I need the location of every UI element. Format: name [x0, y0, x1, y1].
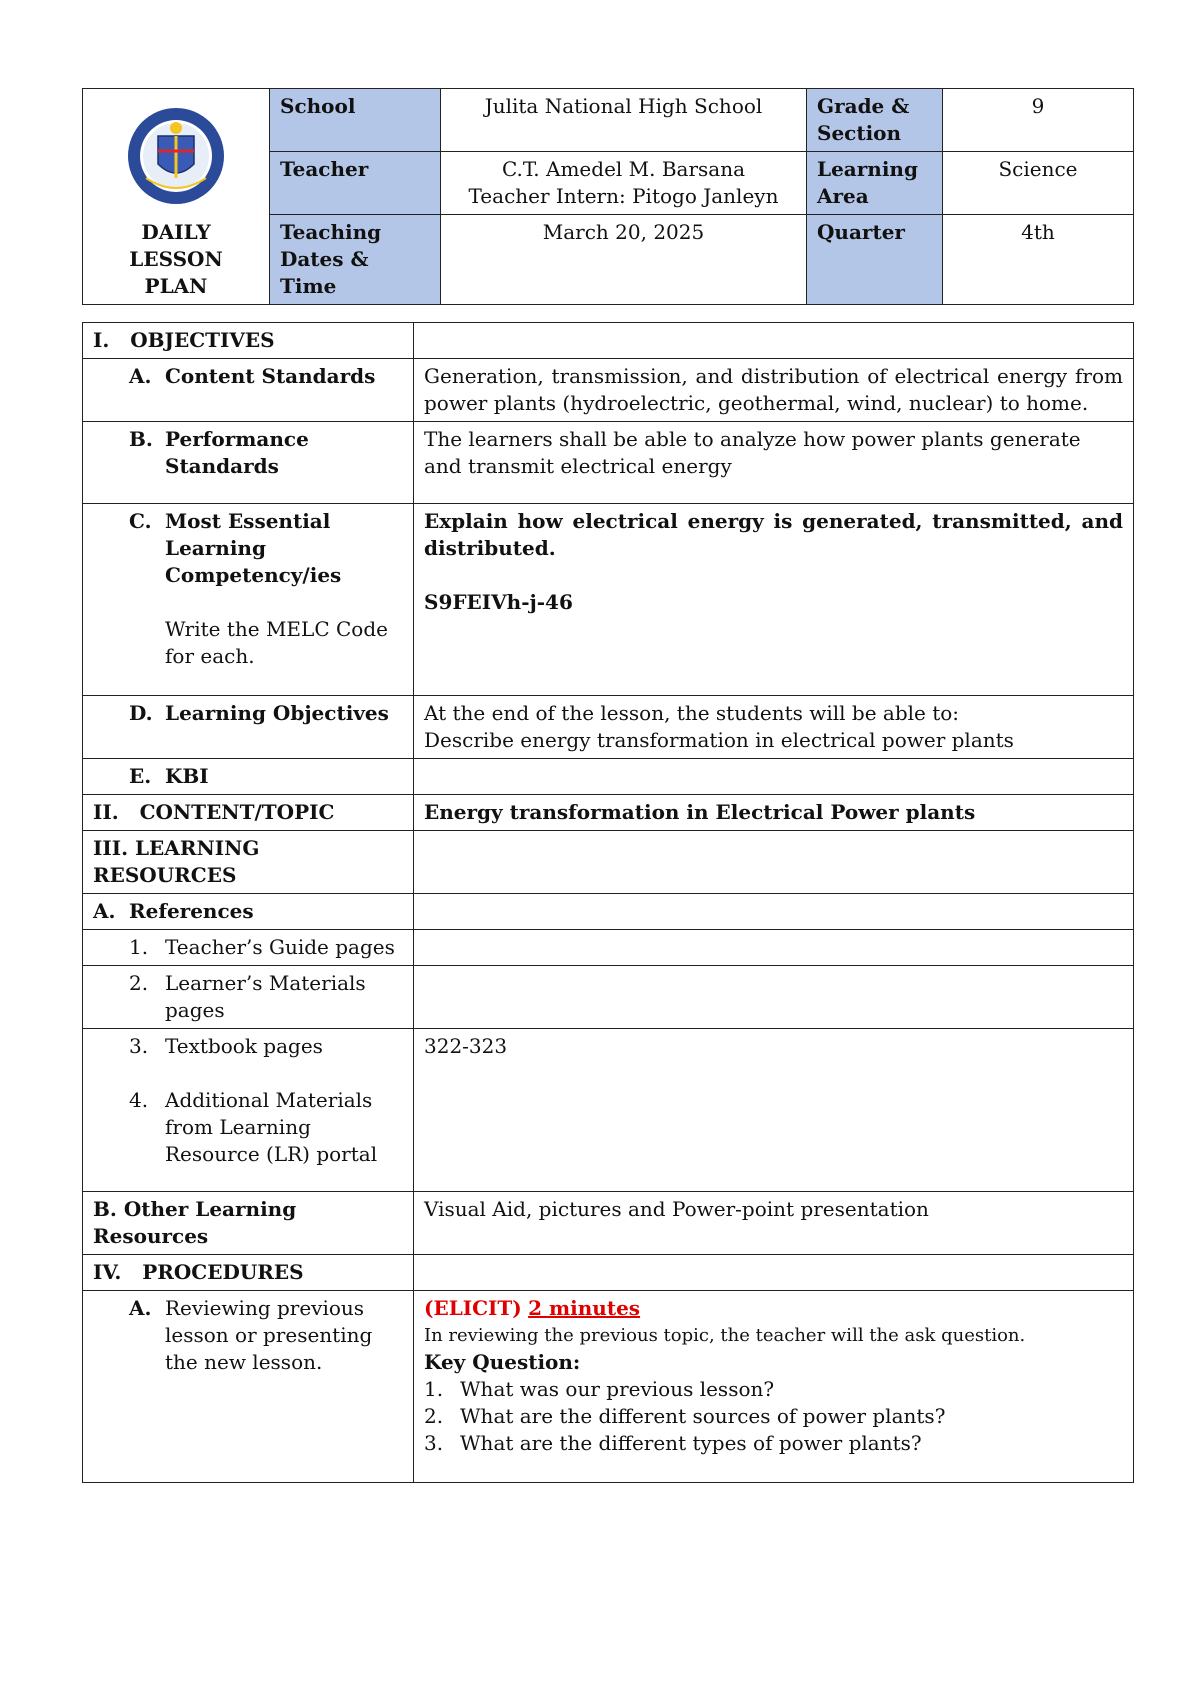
- resource-item-text: Textbook pages: [165, 1034, 323, 1058]
- kbi-title: KBI: [165, 764, 209, 788]
- resource-item-2-value: [414, 966, 1134, 1029]
- key-question-text: What are the different types of power plants?: [460, 1431, 922, 1455]
- title-line-3: PLAN: [144, 274, 208, 298]
- key-question-num: 2.: [424, 1404, 444, 1428]
- elicit-label: (ELICIT): [424, 1296, 522, 1320]
- content-topic-value: Energy transformation in Electrical Power plants: [414, 795, 1134, 831]
- reviewing-letter: A.: [129, 1296, 152, 1320]
- references-title: References: [129, 899, 254, 923]
- school-value: Julita National High School: [441, 89, 807, 152]
- key-question-num: 1.: [424, 1377, 444, 1401]
- area-value: Science: [943, 152, 1134, 215]
- melc-letter: C.: [129, 509, 152, 533]
- objectives-heading: I. OBJECTIVES: [83, 323, 414, 359]
- key-question-item: [424, 1430, 1123, 1457]
- references-letter: A.: [93, 899, 116, 923]
- learning-objectives-item: Describe energy transformation in electrical power plants: [424, 728, 1014, 752]
- content-standards-title: Content Standards: [165, 364, 376, 388]
- melc-content: [414, 504, 1134, 696]
- content-standards-letter: A.: [129, 364, 152, 388]
- melc-code: S9FEIVh-j-46: [424, 590, 573, 614]
- teacher-label: Teacher: [270, 152, 441, 215]
- procedures-empty: [414, 1255, 1134, 1291]
- area-label: Learning Area: [807, 152, 943, 215]
- performance-standards-cell: [83, 422, 414, 504]
- learning-objectives-cell: [83, 696, 414, 759]
- title-line-2: LESSON: [129, 247, 223, 271]
- key-question-item: [424, 1376, 1123, 1403]
- key-question-text: What was our previous lesson?: [460, 1377, 775, 1401]
- melc-title: Most Essential Learning Competency/ies: [165, 509, 342, 587]
- title-line-1: DAILY: [141, 220, 211, 244]
- resource-items-3-4: [83, 1029, 414, 1192]
- deped-seal-icon: [126, 106, 226, 206]
- performance-standards-title: Performance Standards: [165, 427, 309, 478]
- content-topic-heading: II. CONTENT/TOPIC: [83, 795, 414, 831]
- logo-cell: [83, 89, 270, 305]
- elicit-intro: In reviewing the previous topic, the teacher will the ask question.: [424, 1325, 1026, 1346]
- resource-item-num: 2.: [129, 971, 149, 995]
- performance-standards-letter: B.: [129, 427, 153, 451]
- key-question-label: Key Question:: [424, 1350, 581, 1374]
- header-table: [82, 88, 1134, 305]
- objectives-empty: [414, 323, 1134, 359]
- melc-text: Explain how electrical energy is generated, transmitted, and distributed.: [424, 509, 1123, 560]
- learning-resources-empty: [414, 831, 1134, 894]
- resource-item-1: [83, 930, 414, 966]
- other-resources-value: Visual Aid, pictures and Power-point presentation: [414, 1192, 1134, 1255]
- content-standards-cell: [83, 359, 414, 422]
- kbi-cell: [83, 759, 414, 795]
- teacher-value: [441, 152, 807, 215]
- reviewing-title: Reviewing previous lesson or presenting the new lesson.: [165, 1296, 373, 1374]
- resource-item-text: Additional Materials from Learning Resource (LR) portal: [165, 1088, 378, 1166]
- teacher-intern: Teacher Intern: Pitogo Janleyn: [468, 184, 779, 208]
- dates-label: Teaching Dates & Time: [270, 215, 441, 305]
- references-cell: [83, 894, 414, 930]
- elicit-time: 2 minutes: [528, 1296, 641, 1320]
- textbook-pages-value: 322-323: [414, 1029, 1134, 1192]
- key-question-num: 3.: [424, 1431, 444, 1455]
- resource-item-num: 4.: [129, 1088, 149, 1112]
- key-question-item: [424, 1403, 1123, 1430]
- grade-value: 9: [943, 89, 1134, 152]
- other-resources-title: B. Other Learning Resources: [83, 1192, 414, 1255]
- learning-objectives-title: Learning Objectives: [165, 701, 389, 725]
- learning-objectives-intro: At the end of the lesson, the students will be able to:: [424, 701, 960, 725]
- kbi-value: [414, 759, 1134, 795]
- resource-item-num: 3.: [129, 1034, 149, 1058]
- resource-item-1-value: [414, 930, 1134, 966]
- content-standards-text: Generation, transmission, and distribution of electrical energy from power plants (hydroelectric, geothermal, wind, nuclear) to home.: [414, 359, 1134, 422]
- resource-item-2: [83, 966, 414, 1029]
- key-question-text: What are the different sources of power plants?: [460, 1404, 946, 1428]
- learning-objectives-content: [414, 696, 1134, 759]
- performance-standards-text: The learners shall be able to analyze how power plants generate and transmit electrical energy: [414, 422, 1134, 504]
- lesson-table: [82, 322, 1134, 1483]
- quarter-value: 4th: [943, 215, 1134, 305]
- resource-item-text: Learner’s Materials pages: [165, 971, 366, 1022]
- learning-objectives-letter: D.: [129, 701, 153, 725]
- learning-resources-heading: III. LEARNING RESOURCES: [83, 831, 414, 894]
- teacher-name: C.T. Amedel M. Barsana: [501, 157, 746, 181]
- elicit-content: [414, 1291, 1134, 1483]
- resource-item-text: Teacher’s Guide pages: [165, 935, 395, 959]
- resource-item-num: 1.: [129, 935, 149, 959]
- melc-note: Write the MELC Code for each.: [165, 617, 388, 668]
- dates-value: March 20, 2025: [441, 215, 807, 305]
- melc-cell: [83, 504, 414, 696]
- reviewing-cell: [83, 1291, 414, 1483]
- references-empty: [414, 894, 1134, 930]
- quarter-label: Quarter: [807, 215, 943, 305]
- school-label: School: [270, 89, 441, 152]
- grade-label: Grade & Section: [807, 89, 943, 152]
- procedures-heading: IV. PROCEDURES: [83, 1255, 414, 1291]
- kbi-letter: E.: [129, 764, 152, 788]
